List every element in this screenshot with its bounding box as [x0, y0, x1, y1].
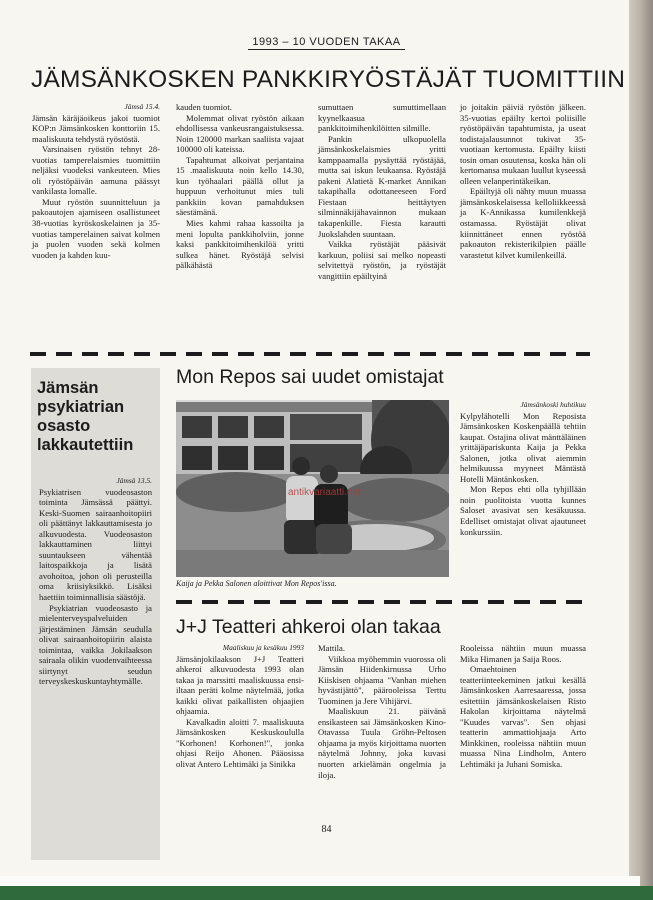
paragraph: Kylpylähotelli Mon Reposista Jämsänkosken Koskenpäällä tehtiin kaupat. Ostajina olivat mänttäläinen yrittäjäpariskunta Kaija ja Pekka Salonen, jotka olivat aiemmin helmikuussa myyneet Mäntästä Hotelli Mäntänkosken.	[460, 410, 586, 484]
paragraph: Molemmat olivat ryöstön aikaan ehdollisessa vankeusrangaistuksessa. Noin 120000 markan saaliista vajaat 100000 oli kateissa.	[176, 112, 304, 155]
paragraph: kauden tuomiot.	[176, 102, 232, 112]
paragraph: Muut ryöstön suunnitteluun ja pakoautojen ajamiseen osallistuneet 38-vuotias kyröskoskelainen ja 35-vuotias tamperelainen saivat kolmen ja puolen vuoden sekä kolmen vuoden ja kahden kuu-	[32, 196, 160, 260]
paragraph: Epäiltyjä oli nähty muun muassa jämsänkoskelaisessa kelloliikkeessä ja K-Annikassa kumilenkkejä ostamassa. Ryöstäjät olivat kiinnittäneet ennen ryöstöä pakoauton rekisterikilpien päälle varastetut kilvet kumilenkeillä.	[460, 186, 586, 260]
article-1-column-2	[176, 102, 304, 271]
article-2-photo	[176, 400, 449, 577]
photo-caption: Kaija ja Pekka Salonen aloittivat Mon Repos'issa.	[176, 579, 337, 588]
book-cover-edge	[0, 886, 653, 900]
paragraph: Mattila.	[318, 643, 345, 653]
article-1-column-3	[318, 102, 446, 281]
book-spine-shadow	[629, 0, 653, 900]
article-3-dateline: Maaliskuu ja kesäkuu 1993	[222, 643, 304, 652]
paragraph: Maaliskuun 21. päivänä ensikasteen sai Jämsänkosken Kino-Otavassa Tuula Gröhn-Peltosen ohjaama ja myös kirjoittama nuorten näytelmä Johnny, joka kuvasi nuorten arkielämän ongelmia ja iloja.	[318, 706, 446, 780]
paragraph: Kavalkadin aloitti 7. maaliskuuta Jämsänkosken Keskuskoululla "Korhonen! Korhonen!", jonka ohjasi Reijo Ahonen. Pääosissa olivat Antero Lehtimäki ja Sinikka	[176, 716, 304, 770]
page-edge	[0, 876, 640, 886]
page-number: 84	[321, 824, 332, 835]
paragraph: Omaehtoinen teatteriinteekeminen jatkui kesällä Jämsänkosken Aarresaaressa, jossa esitettiin jämsänkoskelaisen Risto Hakolan kirjoittama näytelmä "Kuudes varvas". Sen ohjasi teatterin ammattiohjaaja Arto Minkkinen, rooleissa nähtiin muun muassa Nina Lindholm, Antero Lehtimäki ja Juhani Somiska.	[460, 664, 586, 770]
watermark-text: antikvariaatti.net	[288, 487, 361, 498]
article-1-column-1	[32, 102, 160, 260]
article-1-title: JÄMSÄNKOSKEN PANKKIRYÖSTÄJÄT TUOMITTIIN	[31, 66, 626, 93]
article-2-dateline: Jämsänkoski huhtikuu	[520, 400, 586, 409]
article-3-column-1	[176, 643, 304, 770]
article-2-text	[460, 400, 586, 537]
section-header: 1993 – 10 VUODEN TAKAA	[0, 36, 653, 48]
sidebar-dateline: Jämsä 13.5.	[116, 476, 152, 485]
paragraph: Psykiatrisen vuodeosaston toiminta Jämsässä päättyi. Keski-Suomen sairaanhoitopiiri oli päättänyt lakkauttamisesta jo alkuvuodesta. Vuodeosaston lakkauttaminen liittyi suuntaukseen vähentää laitospaikkoja ja lisätä avohoitoa, johon oli perusteilla oma kriisiyksikkö. Lisäksi haettiin toiminnallisia säästöjä.	[39, 486, 152, 603]
paragraph: Jämsänjokilaakson J+J Teatteri ahkeroi alkuvuodesta 1993 olan takaa ja marssitti maaliskuussa ensi-iltaan peräti kolme näytelmää, jotka kaikki olivat paikallisten ohjaajien ohjaamia.	[176, 653, 304, 717]
paragraph: Mon Repos ehti olla tyhjillään noin puolitoista vuotta kunnes Saloset avasivat sen kesäkuussa. Edelliset omistajat olivat ajautuneet konkurssiin.	[460, 484, 586, 537]
article-3-column-2	[318, 643, 446, 780]
article-3-title: J+J Teatteri ahkeroi olan takaa	[176, 616, 441, 638]
paragraph: Viikkoa myöhemmin vuorossa oli Jämsän Hiidenkirnussa Urho Kiiskisen ohjaama "Vanhan miehen hyvästijättö", päärooleissa Terttu Tuominen ja Jere Vihijärvi.	[318, 653, 446, 706]
paragraph: jo joitakin päiviä ryöstön jälkeen. 35-vuotias epäilty kertoi poliisille ryöstöpäivän tapahtumista, ja useat todistajalausunnot tukivat 35-vuotiaan kertomusta. Epäilty kiisti tosin oman osuutensa, koska hän oli kertomansa mukaan luullut kyseessä olleen velanperintäkeikan.	[460, 102, 586, 186]
paragraph: Varsinaisen ryöstön tehnyt 28-vuotias tamperelaismies tuomittiin neljäksi vuodeksi vankeuteen. Mies oli ryöstöpäivän aamuna päässyt vankilasta lomalle.	[32, 144, 160, 197]
article-1-dateline: Jämsä 15.4.	[124, 102, 160, 111]
article-2-title: Mon Repos sai uudet omistajat	[176, 366, 444, 388]
dashed-divider	[176, 600, 590, 604]
sidebar-text	[39, 476, 152, 687]
paragraph: Rooleissa nähtiin muun muassa Mika Himanen ja Saija Roos.	[460, 643, 586, 664]
paragraph: Psykiatrian vuodeosasto ja mielenterveyspalveluiden järjestäminen Jämsän seudulla olivat sairaanhoitopiirin alaista toimintaa, vaikka Jokilaakson sairaala olikin vuodenvaihteessa siirtynyt seudun terveyskeskuskuntayhtymälle.	[39, 602, 152, 687]
paragraph: Mies kahmi rahaa kassoilta ja meni lopulta pankkiholviin, jonne kaksi pankkitoimihenkilöä yritti sulkea hänet. Ryöstäjä selvisi pälkähästä	[176, 218, 304, 271]
sidebar-title: Jämsän psykiatrian osasto lakkautettiin	[37, 379, 134, 454]
paragraph: sumuttaen sumuttimellaan kyynelkaasua pankkitoimihenkilöitten silmille.	[318, 102, 446, 134]
article-3-column-3	[460, 643, 586, 770]
paragraph: Tapahtumat alkoivat perjantaina 15 .maaliskuuta noin kello 14.30, kun työhaalari päällä ollut ja huppuun verhoitunut mies tuli pankkiin kovan pamahduksen säestämänä.	[176, 154, 304, 218]
article-1-column-4	[460, 102, 586, 260]
paragraph: Pankin ulkopuolella jämsänkoskelaismies yritti kamppaamalla pysäyttää ryöstäjää, mutta sai iskun leukaansa. Ryöstäjä pakeni Alatietä K-market Annikan takapihalla odottaneeseen Ford Fiestaan heittäytyen silminnäkijähavainnon mukaan takapenkille. Fiesta karautti Juokslahden suuntaan.	[318, 133, 446, 239]
dashed-divider	[30, 352, 590, 356]
hotel-owners-photo	[176, 400, 449, 577]
paragraph: Vaikka ryöstäjät pääsivät karkuun, poliisi sai melko nopeasti selvitettyä ryöstön, ja ryöstäjät vangittiin epäiltyinä	[318, 239, 446, 281]
paragraph: Jämsän käräjäoikeus jakoi tuomiot KOP:n Jämsänkosken konttoriin 15. maaliskuuta tehdystä ryöstöstä.	[32, 112, 160, 144]
